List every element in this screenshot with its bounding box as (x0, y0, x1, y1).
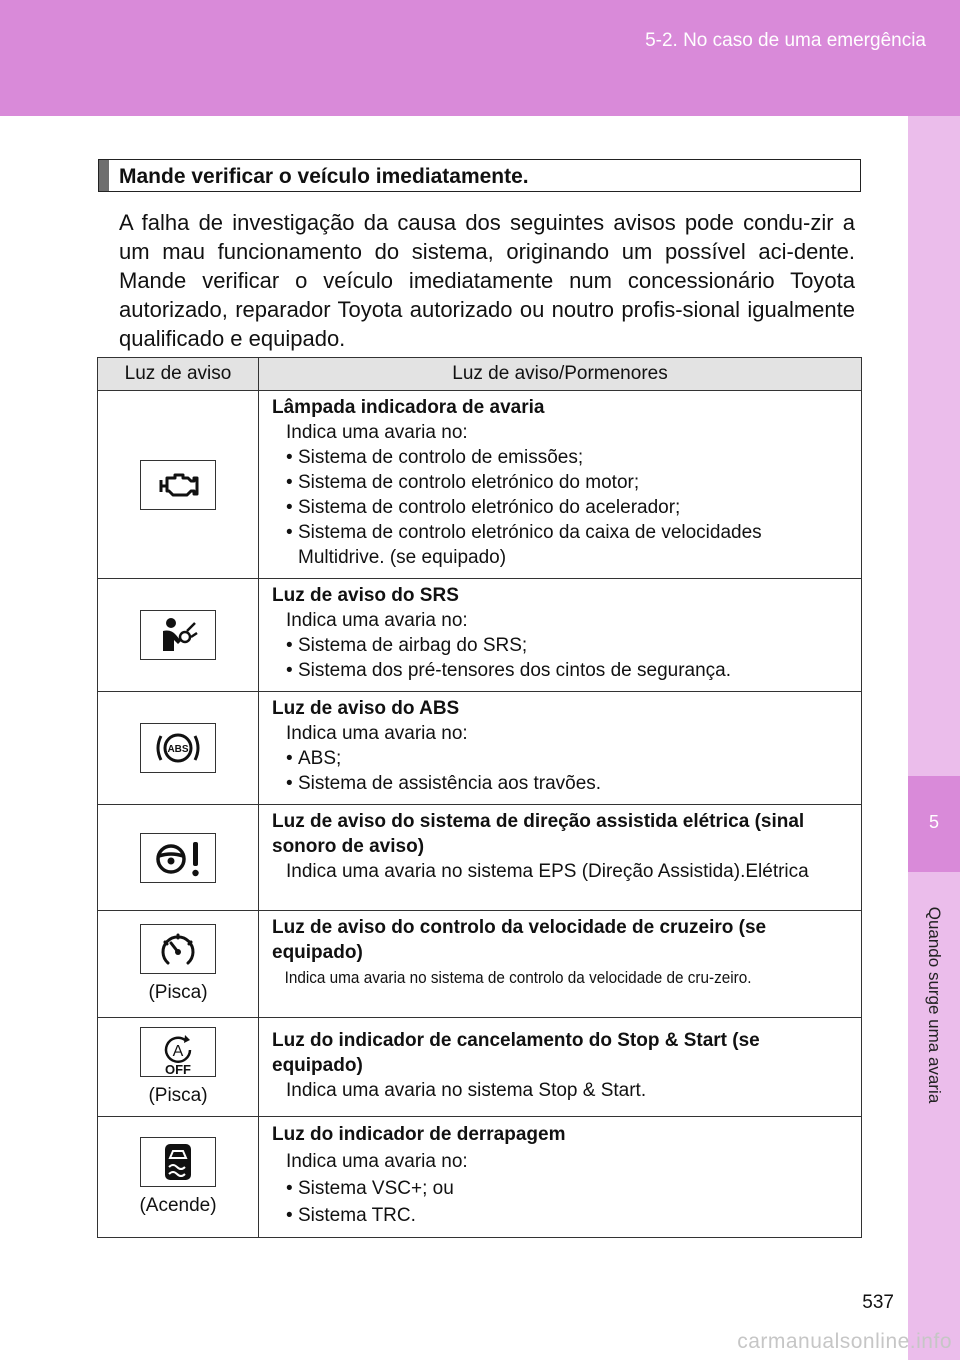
stop-start-icon-letter: A (172, 1043, 184, 1060)
list-item: • Sistema de airbag do SRS; (286, 633, 849, 658)
warning-detail-cell (259, 692, 862, 805)
chapter-tab (908, 776, 960, 872)
warning-detail-cell (259, 1117, 862, 1238)
abs-icon (140, 723, 216, 773)
list-item: • Sistema VSC+; ou (286, 1175, 849, 1202)
column-header-light: Luz de aviso (98, 358, 259, 391)
stop-start-icon-off: OFF (165, 1062, 191, 1076)
table-row (98, 579, 862, 692)
light-state-note: (Acende) (139, 1195, 217, 1216)
column-header-details: Luz de aviso/Pormenores (259, 358, 862, 391)
bullet-list (272, 445, 849, 545)
item-description: Indica uma avaria no: (286, 1151, 468, 1172)
slip-indicator-icon (140, 1137, 216, 1187)
heading-text: Mande verificar o veículo imediatamente. (119, 165, 529, 188)
list-item: • Sistema de controlo de emissões; (286, 445, 849, 470)
item-title: Luz de aviso do ABS (272, 698, 460, 719)
warning-light-cell (98, 805, 259, 911)
page-number: 537 (862, 1292, 894, 1313)
item-description: Indica uma avaria no: (286, 723, 468, 744)
warning-detail-cell (259, 805, 862, 911)
item-description: Indica uma avaria no: (286, 610, 468, 631)
table-row (98, 1117, 862, 1238)
srs-airbag-icon (140, 610, 216, 660)
abs-icon-label: ABS (167, 744, 189, 755)
light-state-note: (Pisca) (148, 1085, 208, 1106)
section-title: 5-2. No caso de uma emergência (645, 30, 926, 51)
warning-lights-table (97, 357, 862, 1238)
list-item: • Sistema de controlo eletrónico da caixa de velocidades (286, 520, 849, 545)
list-item: • Sistema de controlo eletrónico do acelerador; (286, 495, 849, 520)
bullet-list (272, 746, 849, 796)
warning-light-cell (98, 1117, 259, 1238)
power-steering-warning-icon (140, 833, 216, 883)
item-title: Luz de aviso do controlo da velocidade de cruzeiro (se equipado) (272, 917, 767, 963)
table-row (98, 391, 862, 579)
table-row (98, 692, 862, 805)
header-band (0, 0, 960, 116)
chapter-number: 5 (928, 812, 939, 832)
table-header-row (98, 358, 862, 391)
chapter-side-band (908, 116, 960, 1360)
section-heading (98, 159, 861, 192)
item-description: Indica uma avaria no sistema EPS (Direção Assistida).Elétrica (286, 861, 809, 882)
warning-detail-cell (259, 579, 862, 692)
table-row (98, 1018, 862, 1117)
light-state-note: (Pisca) (148, 982, 208, 1003)
stop-start-off-icon (140, 1027, 216, 1077)
table-row (98, 805, 862, 911)
watermark: carmanualsonline.info (737, 1330, 952, 1353)
item-description: Indica uma avaria no sistema de controlo da velocidade de cru-zeiro. (284, 968, 752, 987)
warning-light-cell (98, 911, 259, 1018)
item-description: Indica uma avaria no sistema Stop & Start. (286, 1079, 647, 1101)
warning-light-cell (98, 692, 259, 805)
warning-light-cell (98, 1018, 259, 1117)
warning-light-cell (98, 391, 259, 579)
list-item: • Sistema de controlo eletrónico do motor; (286, 470, 849, 495)
item-title: Lâmpada indicadora de avaria (272, 397, 545, 418)
table-row (98, 911, 862, 1018)
list-item: • Sistema de assistência aos travões. (286, 771, 849, 796)
warning-light-cell (98, 579, 259, 692)
cruise-control-icon (140, 924, 216, 974)
bullet-list (272, 1175, 849, 1229)
item-description: Indica uma avaria no: (286, 422, 468, 443)
item-title: Luz de aviso do SRS (272, 585, 459, 606)
heading-marker (99, 160, 109, 191)
list-item-continuation: Multidrive. (se equipado) (298, 547, 507, 568)
check-engine-icon (140, 460, 216, 510)
warning-detail-cell (259, 1018, 862, 1117)
warning-detail-cell (259, 391, 862, 579)
intro-paragraph: A falha de investigação da causa dos seguintes avisos pode condu-zir a um mau funcionamento do sistema, originando um possível aci-dente. Mande verificar o veículo imediatamente num concessionário Toyota autorizado, reparador Toyota autorizado ou noutro profis-sional igualmente qualificado e equipado. (119, 210, 855, 351)
chapter-title: Quando surge uma avaria (925, 906, 944, 1104)
item-title: Luz do indicador de derrapagem (272, 1124, 566, 1145)
warning-detail-cell (259, 911, 862, 1018)
list-item: • ABS; (286, 746, 849, 771)
list-item: • Sistema dos pré-tensores dos cintos de segurança. (286, 658, 849, 683)
item-title: Luz do indicador de cancelamento do Stop & Start (se equipado) (272, 1029, 760, 1076)
list-item: • Sistema TRC. (286, 1202, 849, 1229)
bullet-list (272, 633, 849, 683)
item-title: Luz de aviso do sistema de direção assistida elétrica (sinal sonoro de aviso) (272, 811, 805, 857)
